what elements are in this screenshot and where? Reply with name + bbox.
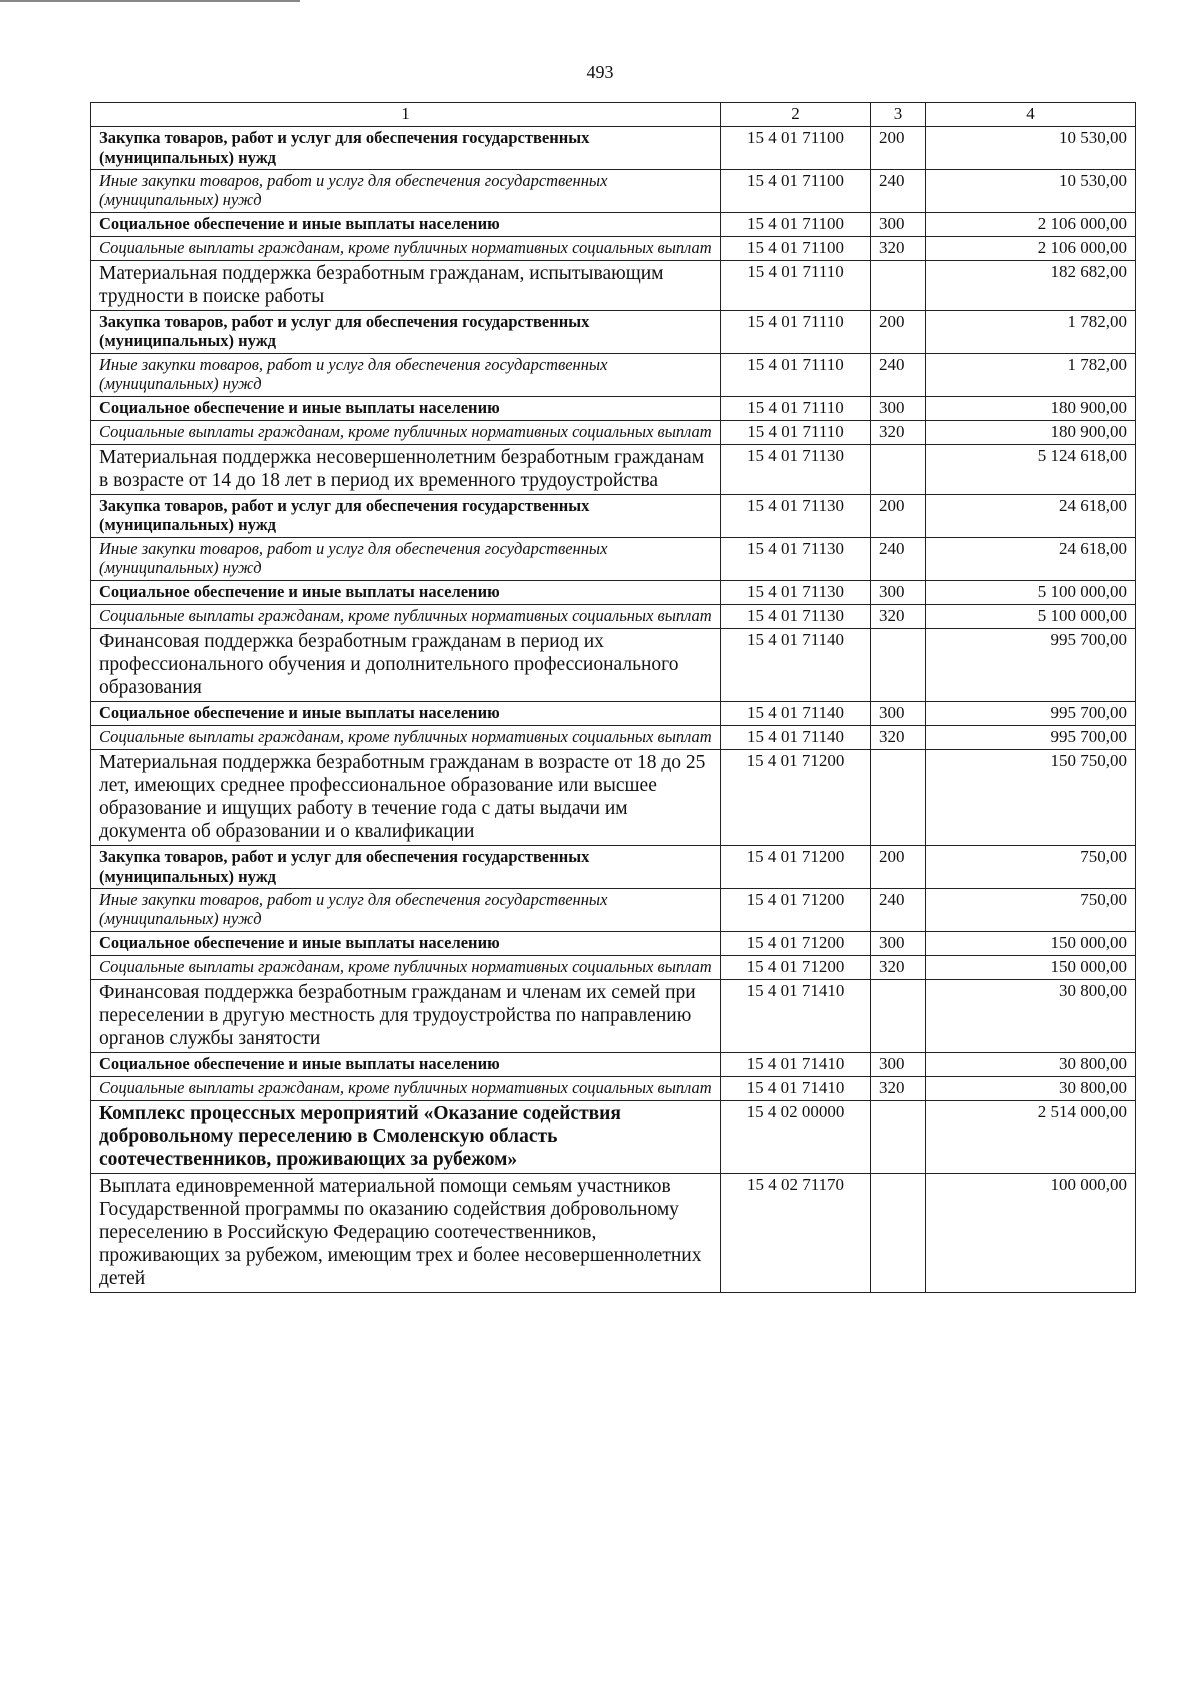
row-code: 15 4 01 71140 <box>721 628 871 701</box>
row-sum: 100 000,00 <box>926 1174 1136 1293</box>
row-name: Социальные выплаты гражданам, кроме публичных нормативных социальных выплат <box>91 236 721 260</box>
row-code: 15 4 01 71200 <box>721 888 871 931</box>
row-name: Материальная поддержка безработным гражданам, испытывающим трудности в поиске работы <box>91 261 721 311</box>
row-name: Социальное обеспечение и иные выплаты населению <box>91 1053 721 1077</box>
row-kvr: 320 <box>871 1077 926 1101</box>
row-sum: 5 100 000,00 <box>926 580 1136 604</box>
row-name: Материальная поддержка безработным гражданам в возрасте от 18 до 25 лет, имеющих среднее профессиональное образование или высшее образование и ищущих работу в течение года с даты выдачи им документа об образовании и о квалификации <box>91 750 721 846</box>
row-name: Иные закупки товаров, работ и услуг для обеспечения государственных (муниципальных) нужд <box>91 537 721 580</box>
budget-table <box>90 102 1136 1293</box>
row-kvr: 200 <box>871 846 926 889</box>
row-sum: 2 514 000,00 <box>926 1101 1136 1174</box>
table-row <box>91 888 1136 931</box>
row-kvr: 320 <box>871 604 926 628</box>
row-name: Финансовая поддержка безработным гражданам и членам их семей при переселении в другую местность для трудоустройства по направлению органов службы занятости <box>91 980 721 1053</box>
row-name: Закупка товаров, работ и услуг для обеспечения государственных (муниципальных) нужд <box>91 311 721 354</box>
row-sum: 150 000,00 <box>926 931 1136 955</box>
row-code: 15 4 01 71110 <box>721 353 871 396</box>
row-name: Материальная поддержка несовершеннолетним безработным гражданам в возрасте от 14 до 18 лет в период их временного трудоустройства <box>91 444 721 494</box>
header-col-3: 3 <box>871 103 926 127</box>
row-code: 15 4 02 00000 <box>721 1101 871 1174</box>
row-kvr <box>871 1174 926 1293</box>
row-sum: 180 900,00 <box>926 420 1136 444</box>
row-code: 15 4 01 71110 <box>721 261 871 311</box>
row-kvr: 300 <box>871 580 926 604</box>
row-kvr <box>871 750 926 846</box>
row-sum: 995 700,00 <box>926 628 1136 701</box>
row-code: 15 4 01 71200 <box>721 931 871 955</box>
page-number: 493 <box>586 62 614 82</box>
table-row <box>91 701 1136 725</box>
row-sum: 1 782,00 <box>926 311 1136 354</box>
row-kvr <box>871 628 926 701</box>
row-name: Социальное обеспечение и иные выплаты населению <box>91 931 721 955</box>
row-kvr: 320 <box>871 955 926 979</box>
row-name: Закупка товаров, работ и услуг для обеспечения государственных (муниципальных) нужд <box>91 494 721 537</box>
table-row <box>91 931 1136 955</box>
row-name: Социальное обеспечение и иные выплаты населению <box>91 701 721 725</box>
row-name: Закупка товаров, работ и услуг для обеспечения государственных (муниципальных) нужд <box>91 846 721 889</box>
table-row <box>91 1174 1136 1293</box>
row-kvr: 240 <box>871 169 926 212</box>
row-name: Социальные выплаты гражданам, кроме публичных нормативных социальных выплат <box>91 604 721 628</box>
header-col-4: 4 <box>926 103 1136 127</box>
row-kvr: 300 <box>871 396 926 420</box>
table-row <box>91 353 1136 396</box>
scan-edge-line <box>0 0 300 2</box>
table-row <box>91 396 1136 420</box>
table-row <box>91 846 1136 889</box>
row-sum: 182 682,00 <box>926 261 1136 311</box>
header-col-2: 2 <box>721 103 871 127</box>
row-name: Социальные выплаты гражданам, кроме публичных нормативных социальных выплат <box>91 420 721 444</box>
table-row <box>91 311 1136 354</box>
row-kvr: 320 <box>871 420 926 444</box>
row-code: 15 4 01 71410 <box>721 980 871 1053</box>
table-header-row <box>91 103 1136 127</box>
row-kvr <box>871 1101 926 1174</box>
row-sum: 2 106 000,00 <box>926 212 1136 236</box>
row-code: 15 4 01 71110 <box>721 311 871 354</box>
row-code: 15 4 01 71130 <box>721 580 871 604</box>
row-sum: 30 800,00 <box>926 980 1136 1053</box>
row-code: 15 4 01 71200 <box>721 846 871 889</box>
row-kvr: 300 <box>871 931 926 955</box>
table-row <box>91 420 1136 444</box>
row-sum: 5 124 618,00 <box>926 444 1136 494</box>
row-code: 15 4 01 71100 <box>721 212 871 236</box>
row-code: 15 4 01 71140 <box>721 726 871 750</box>
table-row <box>91 1077 1136 1101</box>
row-kvr: 240 <box>871 537 926 580</box>
row-kvr: 320 <box>871 726 926 750</box>
row-code: 15 4 01 71110 <box>721 420 871 444</box>
row-sum: 30 800,00 <box>926 1077 1136 1101</box>
table-row <box>91 127 1136 170</box>
row-code: 15 4 01 71100 <box>721 236 871 260</box>
row-sum: 5 100 000,00 <box>926 604 1136 628</box>
row-sum: 750,00 <box>926 888 1136 931</box>
row-name: Социальные выплаты гражданам, кроме публичных нормативных социальных выплат <box>91 726 721 750</box>
row-kvr: 240 <box>871 353 926 396</box>
row-code: 15 4 01 71200 <box>721 955 871 979</box>
table-row <box>91 1101 1136 1174</box>
row-code: 15 4 01 71410 <box>721 1053 871 1077</box>
table-row <box>91 604 1136 628</box>
table-row <box>91 261 1136 311</box>
row-name: Социальные выплаты гражданам, кроме публичных нормативных социальных выплат <box>91 1077 721 1101</box>
row-sum: 24 618,00 <box>926 494 1136 537</box>
row-code: 15 4 01 71140 <box>721 701 871 725</box>
row-sum: 995 700,00 <box>926 701 1136 725</box>
row-name: Социальное обеспечение и иные выплаты населению <box>91 212 721 236</box>
row-name: Финансовая поддержка безработным гражданам в период их профессионального обучения и дополнительного профессионального образования <box>91 628 721 701</box>
row-sum: 10 530,00 <box>926 169 1136 212</box>
table-row <box>91 444 1136 494</box>
row-sum: 995 700,00 <box>926 726 1136 750</box>
row-sum: 24 618,00 <box>926 537 1136 580</box>
row-kvr: 300 <box>871 212 926 236</box>
table-row <box>91 980 1136 1053</box>
row-sum: 750,00 <box>926 846 1136 889</box>
row-name: Иные закупки товаров, работ и услуг для обеспечения государственных (муниципальных) нужд <box>91 888 721 931</box>
row-code: 15 4 01 71130 <box>721 604 871 628</box>
row-code: 15 4 02 71170 <box>721 1174 871 1293</box>
row-name: Иные закупки товаров, работ и услуг для обеспечения государственных (муниципальных) нужд <box>91 169 721 212</box>
row-code: 15 4 01 71110 <box>721 396 871 420</box>
row-code: 15 4 01 71130 <box>721 494 871 537</box>
table-row <box>91 750 1136 846</box>
table-row <box>91 494 1136 537</box>
row-code: 15 4 01 71130 <box>721 537 871 580</box>
table-row <box>91 212 1136 236</box>
row-kvr <box>871 444 926 494</box>
table-row <box>91 580 1136 604</box>
row-sum: 180 900,00 <box>926 396 1136 420</box>
table-row <box>91 1053 1136 1077</box>
row-code: 15 4 01 71100 <box>721 169 871 212</box>
row-kvr <box>871 261 926 311</box>
row-name: Иные закупки товаров, работ и услуг для обеспечения государственных (муниципальных) нужд <box>91 353 721 396</box>
row-code: 15 4 01 71130 <box>721 444 871 494</box>
table-row <box>91 955 1136 979</box>
row-sum: 2 106 000,00 <box>926 236 1136 260</box>
row-sum: 30 800,00 <box>926 1053 1136 1077</box>
row-kvr: 300 <box>871 1053 926 1077</box>
row-kvr: 300 <box>871 701 926 725</box>
row-name: Выплата единовременной материальной помощи семьям участников Государственной программы по оказанию содействия добровольному переселению в Российскую Федерацию соотечественников, проживающих за рубежом, имеющим трех и более несовершеннолетних детей <box>91 1174 721 1293</box>
row-kvr: 320 <box>871 236 926 260</box>
row-code: 15 4 01 71200 <box>721 750 871 846</box>
row-code: 15 4 01 71100 <box>721 127 871 170</box>
row-name: Социальное обеспечение и иные выплаты населению <box>91 580 721 604</box>
row-name: Закупка товаров, работ и услуг для обеспечения государственных (муниципальных) нужд <box>91 127 721 170</box>
table-row <box>91 169 1136 212</box>
row-kvr <box>871 980 926 1053</box>
row-name: Социальные выплаты гражданам, кроме публичных нормативных социальных выплат <box>91 955 721 979</box>
table-row <box>91 628 1136 701</box>
row-kvr: 240 <box>871 888 926 931</box>
table-row <box>91 236 1136 260</box>
row-code: 15 4 01 71410 <box>721 1077 871 1101</box>
row-sum: 10 530,00 <box>926 127 1136 170</box>
row-sum: 150 000,00 <box>926 955 1136 979</box>
row-sum: 150 750,00 <box>926 750 1136 846</box>
row-kvr: 200 <box>871 494 926 537</box>
table-row <box>91 537 1136 580</box>
row-name: Комплекс процессных мероприятий «Оказание содействия добровольному переселению в Смоленскую область соотечественников, проживающих за рубежом» <box>91 1101 721 1174</box>
row-name: Социальное обеспечение и иные выплаты населению <box>91 396 721 420</box>
row-kvr: 200 <box>871 311 926 354</box>
table-row <box>91 726 1136 750</box>
row-kvr: 200 <box>871 127 926 170</box>
header-col-1: 1 <box>91 103 721 127</box>
row-sum: 1 782,00 <box>926 353 1136 396</box>
